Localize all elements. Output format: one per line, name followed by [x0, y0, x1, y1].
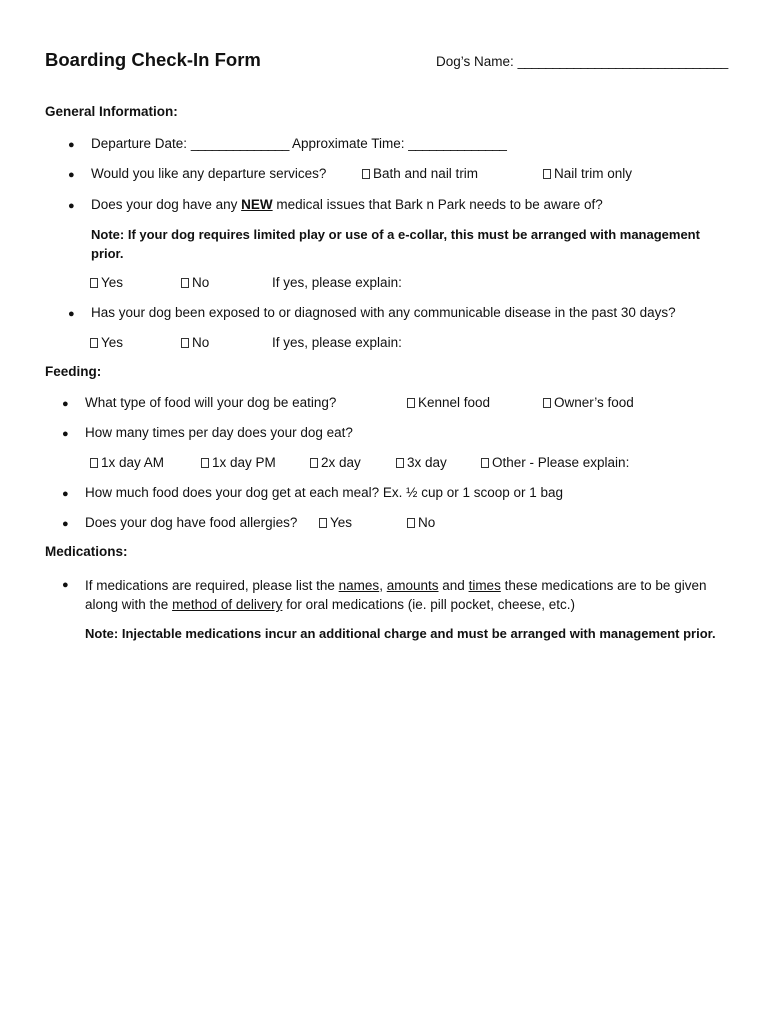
bullet-icon: ●: [68, 139, 75, 151]
yes-label: Yes: [101, 335, 124, 350]
1x-am-checkbox[interactable]: [90, 455, 164, 470]
no-label: No: [418, 515, 436, 530]
disease-yes-checkbox[interactable]: [90, 335, 123, 350]
bath-nail-trim-label: Bath and nail trim: [373, 166, 479, 181]
medical-explain-label: If yes, please explain:: [272, 275, 402, 290]
medical-issues-question: [91, 197, 603, 212]
food-amount-question: How much food does your dog get at each meal? Ex. ½ cup or 1 scoop or 1 bag: [85, 485, 564, 500]
bullet-icon: ●: [62, 428, 69, 440]
nail-trim-only-checkbox[interactable]: [543, 166, 632, 181]
departure-row: [91, 136, 506, 151]
checkbox-icon: [481, 458, 489, 468]
medical-no-checkbox[interactable]: [181, 275, 209, 290]
page-title: Boarding Check-In Form: [45, 49, 261, 70]
bath-nail-trim-checkbox[interactable]: [362, 166, 478, 181]
bullet-icon: ●: [68, 169, 75, 181]
bullet-icon: ●: [62, 579, 69, 591]
medications-note: Note: Injectable medications incur an additional charge and must be arranged with management prior.: [85, 626, 716, 641]
checkbox-icon: [201, 458, 209, 468]
approx-time-blank[interactable]: ______________: [408, 136, 507, 151]
checkbox-icon: [310, 458, 318, 468]
bullet-icon: ●: [68, 308, 75, 320]
disease-question: Has your dog been exposed to or diagnosed with any communicable disease in the past 30 days?: [91, 305, 676, 320]
yes-label: Yes: [101, 275, 124, 290]
food-allergies-question: Does your dog have food allergies?: [85, 515, 298, 530]
1x-am-label: 1x day AM: [101, 455, 165, 470]
general-information-heading: General Information:: [45, 104, 178, 119]
departure-services-question: Would you like any departure services?: [91, 166, 327, 181]
kennel-food-label: Kennel food: [418, 395, 491, 410]
owners-food-label: Owner’s food: [554, 395, 634, 410]
checkbox-icon: [396, 458, 404, 468]
allergies-yes-checkbox[interactable]: [319, 515, 352, 530]
checkbox-icon: [362, 169, 370, 179]
checkbox-icon: [543, 169, 551, 179]
no-label: No: [192, 335, 210, 350]
yes-label: Yes: [330, 515, 353, 530]
checkbox-icon: [90, 278, 98, 288]
dog-name-field[interactable]: [436, 54, 728, 69]
allergies-no-checkbox[interactable]: [407, 515, 435, 530]
nail-trim-only-label: Nail trim only: [554, 166, 633, 181]
medical-note: Note: If your dog requires limited play or use of a e-collar, this must be arranged with management prior.: [91, 227, 700, 261]
other-checkbox[interactable]: [481, 455, 629, 470]
3x-day-label: 3x day: [407, 455, 447, 470]
2x-day-checkbox[interactable]: [310, 455, 361, 470]
bullet-icon: ●: [62, 398, 69, 410]
medical-q-post: medical issues that Bark n Park needs to be aware of?: [276, 197, 603, 212]
checkbox-icon: [181, 278, 189, 288]
medications-instructions: [85, 576, 735, 614]
departure-date-blank[interactable]: ______________: [190, 136, 289, 151]
departure-date-label: Departure Date:: [91, 136, 188, 151]
disease-no-checkbox[interactable]: [181, 335, 209, 350]
bullet-icon: ●: [62, 488, 69, 500]
med-method: method of delivery: [172, 597, 283, 612]
no-label: No: [192, 275, 210, 290]
med-comma: ,: [379, 578, 383, 593]
checkbox-icon: [90, 458, 98, 468]
checkbox-icon: [90, 338, 98, 348]
checkbox-icon: [407, 518, 415, 528]
medications-heading: Medications:: [45, 544, 128, 559]
medical-q-pre: Does your dog have any: [91, 197, 238, 212]
food-type-question: What type of food will your dog be eating?: [85, 395, 337, 410]
2x-day-label: 2x day: [321, 455, 361, 470]
med-text: for oral medications (ie. pill pocket, cheese, etc.): [286, 597, 576, 612]
dog-name-blank[interactable]: ______________________________: [517, 54, 728, 69]
checkbox-icon: [319, 518, 327, 528]
medical-q-new: NEW: [241, 197, 273, 212]
disease-explain-label: If yes, please explain:: [272, 335, 402, 350]
checkbox-icon: [543, 398, 551, 408]
kennel-food-checkbox[interactable]: [407, 395, 490, 410]
1x-pm-checkbox[interactable]: [201, 455, 276, 470]
med-amounts: amounts: [386, 578, 439, 593]
checkbox-icon: [407, 398, 415, 408]
approx-time-label: Approximate Time:: [291, 136, 405, 151]
3x-day-checkbox[interactable]: [396, 455, 447, 470]
times-per-day-question: How many times per day does your dog eat?: [85, 425, 353, 440]
med-text: these medications are to be given along with the: [85, 578, 707, 612]
med-and: and: [442, 578, 465, 593]
dog-name-label: Dog’s Name:: [436, 54, 514, 69]
med-names: names: [338, 578, 380, 593]
1x-pm-label: 1x day PM: [212, 455, 276, 470]
bullet-icon: ●: [62, 518, 69, 530]
owners-food-checkbox[interactable]: [543, 395, 634, 410]
medical-yes-checkbox[interactable]: [90, 275, 123, 290]
feeding-heading: Feeding:: [45, 364, 102, 379]
other-label: Other - Please explain:: [492, 455, 630, 470]
checkbox-icon: [181, 338, 189, 348]
bullet-icon: ●: [68, 200, 75, 212]
med-text: If medications are required, please list the: [85, 578, 335, 593]
med-times: times: [468, 578, 501, 593]
